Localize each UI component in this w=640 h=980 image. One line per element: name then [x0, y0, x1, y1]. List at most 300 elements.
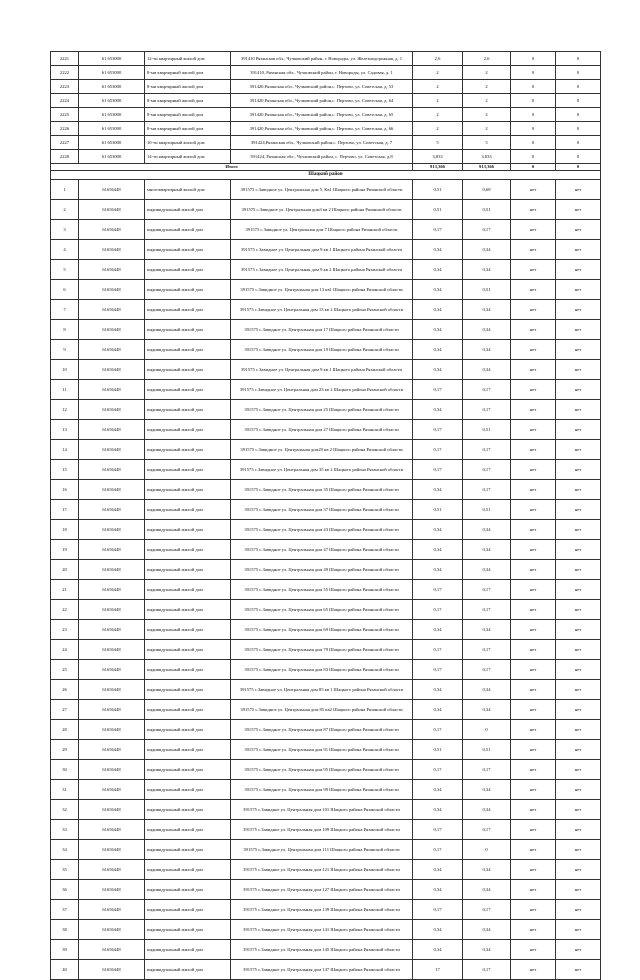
- value-4-cell: нет: [556, 340, 601, 360]
- address-cell: 391575 с.Завидное ул. Центральная дом 101 Шацкого района Рязанской области: [231, 800, 413, 820]
- value-4-cell: нет: [556, 600, 601, 620]
- building-type-cell: индивидуальный жилой дом: [145, 760, 231, 780]
- table-row: [51, 300, 601, 320]
- table-row: [51, 520, 601, 540]
- value-3-cell: нет: [511, 180, 556, 200]
- row-number-cell: 14: [51, 440, 79, 460]
- address-cell: 391575 с.Завидное ул. Центральная дом 139 Шацкого района Рязанской области: [231, 900, 413, 920]
- row-number-cell: 38: [51, 920, 79, 940]
- section-title: Шацкий район: [51, 171, 601, 180]
- value-4-cell: нет: [556, 360, 601, 380]
- address-cell: 391424, Рязанская обл., Чучковский район, с. Пертово, ул. Советская, д.8: [231, 150, 413, 164]
- building-type-cell: индивидуальный жилой дом: [145, 440, 231, 460]
- value-2-cell: 0,17: [463, 220, 511, 240]
- value-4-cell: нет: [556, 520, 601, 540]
- oktmo-code-cell: 61656448: [79, 220, 145, 240]
- value-3-cell: 0: [511, 52, 556, 66]
- row-number-cell: 28: [51, 720, 79, 740]
- value-1-cell: 0,17: [413, 440, 463, 460]
- building-type-cell: индивидуальный жилой дом: [145, 480, 231, 500]
- oktmo-code-cell: 61656448: [79, 540, 145, 560]
- address-cell: 391575 с.Завидное ул. Центральная дом 91 Шацкого района Рязанской области: [231, 740, 413, 760]
- value-3-cell: нет: [511, 780, 556, 800]
- row-number-cell: 23: [51, 620, 79, 640]
- value-1-cell: 0,34: [413, 340, 463, 360]
- value-3-cell: нет: [511, 540, 556, 560]
- value-4-cell: нет: [556, 400, 601, 420]
- value-1-cell: 0,51: [413, 740, 463, 760]
- address-cell: 391575 с.Завидное ул. Центральная дом 23 кв 2 Шацкого района Рязанской области: [231, 380, 413, 400]
- row-number-cell: 17: [51, 500, 79, 520]
- oktmo-code-cell: 61656448: [79, 660, 145, 680]
- building-type-cell: индивидуальный жилой дом: [145, 540, 231, 560]
- oktmo-code-cell: 61656448: [79, 380, 145, 400]
- value-4-cell: нет: [556, 440, 601, 460]
- value-4-cell: нет: [556, 200, 601, 220]
- oktmo-code-cell: 61 653000: [79, 80, 145, 94]
- row-number-cell: 13: [51, 420, 79, 440]
- value-4-cell: 0: [556, 52, 601, 66]
- value-4-cell: нет: [556, 280, 601, 300]
- value-4-cell: нет: [556, 720, 601, 740]
- value-4-cell: нет: [556, 300, 601, 320]
- value-3-cell: нет: [511, 700, 556, 720]
- value-2-cell: 0,34: [463, 300, 511, 320]
- value-1-cell: 0,34: [413, 780, 463, 800]
- value-3-cell: нет: [511, 300, 556, 320]
- value-3-cell: нет: [511, 320, 556, 340]
- table-row: [51, 52, 601, 66]
- building-type-cell: 8-ми квартирный жилой дом: [145, 94, 231, 108]
- address-cell: 391575 с.Завидное ул. Центральная дом 37 Шацкого района Рязанской области: [231, 500, 413, 520]
- oktmo-code-cell: 61656448: [79, 240, 145, 260]
- value-1-cell: 0,34: [413, 320, 463, 340]
- address-cell: 391575 с.Завидное ул. Центральная дом 85 кв2 Шацкого района Рязанской области: [231, 700, 413, 720]
- building-type-cell: индивидуальный жилой дом: [145, 360, 231, 380]
- total-label: Итого: [51, 164, 413, 171]
- row-number-cell: 27: [51, 700, 79, 720]
- value-4-cell: нет: [556, 760, 601, 780]
- row-number-cell: 33: [51, 820, 79, 840]
- value-3-cell: нет: [511, 960, 556, 980]
- table-row: [51, 260, 601, 280]
- address-cell: 391575 с.Завидное ул. Центральная дом 87 Шацкого района Рязанской области: [231, 720, 413, 740]
- row-number-cell: 8: [51, 320, 79, 340]
- document-page: [50, 51, 600, 980]
- value-2-cell: 0,17: [463, 820, 511, 840]
- row-number-cell: 2227: [51, 136, 79, 150]
- building-type-cell: индивидуальный жилой дом: [145, 200, 231, 220]
- oktmo-code-cell: 61656448: [79, 600, 145, 620]
- value-2-cell: 0,17: [463, 580, 511, 600]
- building-type-cell: индивидуальный жилой дом: [145, 740, 231, 760]
- row-number-cell: 2223: [51, 80, 79, 94]
- value-1-cell: 0,34: [413, 560, 463, 580]
- value-1-cell: 0,17: [413, 820, 463, 840]
- value-1-cell: 0,34: [413, 280, 463, 300]
- value-3-cell: 0: [511, 150, 556, 164]
- value-1-cell: 0,34: [413, 360, 463, 380]
- value-4-cell: нет: [556, 640, 601, 660]
- row-number-cell: 2226: [51, 122, 79, 136]
- building-type-cell: индивидуальный жилой дом: [145, 680, 231, 700]
- row-number-cell: 19: [51, 540, 79, 560]
- main-rows: [51, 180, 601, 980]
- building-type-cell: индивидуальный жилой дом: [145, 520, 231, 540]
- value-2-cell: 0,34: [463, 540, 511, 560]
- value-2-cell: 0,34: [463, 340, 511, 360]
- value-2-cell: 0,34: [463, 260, 511, 280]
- value-4-cell: 0: [556, 94, 601, 108]
- table-row: [51, 680, 601, 700]
- address-cell: 391575 с.Завидное ул. Центральная дом 79 Шацкого района Рязанской области: [231, 640, 413, 660]
- value-2-cell: 0,34: [463, 520, 511, 540]
- value-1-cell: 2: [413, 80, 463, 94]
- value-4-cell: нет: [556, 460, 601, 480]
- value-3-cell: 0: [511, 108, 556, 122]
- building-type-cell: индивидуальный жилой дом: [145, 800, 231, 820]
- row-number-cell: 6: [51, 280, 79, 300]
- value-2-cell: 0,34: [463, 620, 511, 640]
- value-1-cell: 0,34: [413, 240, 463, 260]
- address-cell: 391575 с.Завидное ул. Центральная дом 83 Шацкого района Рязанской области: [231, 660, 413, 680]
- address-cell: 391575 с.Завидное ул. Центральная дом 35 кв 2 Шацкого района Рязанской области: [231, 460, 413, 480]
- table-row: [51, 800, 601, 820]
- building-type-cell: 8-ми квартирный жилой дом: [145, 80, 231, 94]
- oktmo-code-cell: 61656448: [79, 720, 145, 740]
- value-3-cell: нет: [511, 720, 556, 740]
- address-cell: 391575 с.Завидное ул. Центральная дом 5, Кв1 Шацкого района Рязанской области: [231, 180, 413, 200]
- table-row: [51, 340, 601, 360]
- value-2-cell: 0,51: [463, 280, 511, 300]
- value-2-cell: 2,6: [463, 52, 511, 66]
- oktmo-code-cell: 61656448: [79, 400, 145, 420]
- table-row: [51, 400, 601, 420]
- value-3-cell: нет: [511, 760, 556, 780]
- value-1-cell: 0,34: [413, 300, 463, 320]
- oktmo-code-cell: 61656448: [79, 520, 145, 540]
- value-2-cell: 0,17: [463, 400, 511, 420]
- oktmo-code-cell: 61 653000: [79, 52, 145, 66]
- value-1-cell: 0,34: [413, 860, 463, 880]
- table-row: [51, 80, 601, 94]
- oktmo-code-cell: 61656448: [79, 940, 145, 960]
- value-2-cell: 0,34: [463, 940, 511, 960]
- building-type-cell: 8-ми квартирный жилой дом: [145, 108, 231, 122]
- value-1-cell: 2,6: [413, 52, 463, 66]
- row-number-cell: 15: [51, 460, 79, 480]
- building-type-cell: 10-ти квартирный жилой дом: [145, 136, 231, 150]
- row-number-cell: 30: [51, 760, 79, 780]
- value-1-cell: 0,34: [413, 700, 463, 720]
- value-2-cell: 0,17: [463, 960, 511, 980]
- row-number-cell: 29: [51, 740, 79, 760]
- address-cell: 391575 с.Завидное ул. Центральная дом 55 Шацкого района Рязанской области: [231, 580, 413, 600]
- value-1-cell: 0,34: [413, 680, 463, 700]
- row-number-cell: 21: [51, 580, 79, 600]
- table-row: [51, 480, 601, 500]
- value-4-cell: нет: [556, 380, 601, 400]
- total-value-4: 0: [556, 164, 601, 171]
- table-row: [51, 720, 601, 740]
- building-type-cell: индивидуальный жилой дом: [145, 900, 231, 920]
- oktmo-code-cell: 61656448: [79, 840, 145, 860]
- row-number-cell: 9: [51, 340, 79, 360]
- oktmo-code-cell: 61656448: [79, 820, 145, 840]
- table-row: [51, 880, 601, 900]
- value-2-cell: 0,34: [463, 780, 511, 800]
- row-number-cell: 24: [51, 640, 79, 660]
- value-4-cell: нет: [556, 180, 601, 200]
- housing-table: [50, 51, 601, 980]
- building-type-cell: индивидуальный жилой дом: [145, 880, 231, 900]
- value-4-cell: нет: [556, 900, 601, 920]
- row-number-cell: 10: [51, 360, 79, 380]
- value-2-cell: 2: [463, 80, 511, 94]
- oktmo-code-cell: 61656448: [79, 700, 145, 720]
- row-number-cell: 11: [51, 380, 79, 400]
- building-type-cell: многоквартирный жилой дом: [145, 180, 231, 200]
- section-row: [51, 171, 601, 180]
- oktmo-code-cell: 61 653000: [79, 66, 145, 80]
- top-rows: [51, 52, 601, 164]
- value-1-cell: 0,34: [413, 540, 463, 560]
- table-row: [51, 94, 601, 108]
- address-cell: 391575 с.Завидное ул. Центральная дом3 кв 2 Шацкого района Рязанской области: [231, 200, 413, 220]
- table-row: [51, 220, 601, 240]
- address-cell: 391575 с.Завидное ул. Центральная дом 13 кв1 Шацкого района Рязанской области: [231, 280, 413, 300]
- table-row: [51, 560, 601, 580]
- value-3-cell: нет: [511, 820, 556, 840]
- building-type-cell: индивидуальный жилой дом: [145, 220, 231, 240]
- value-3-cell: нет: [511, 620, 556, 640]
- value-3-cell: 0: [511, 122, 556, 136]
- value-1-cell: 17: [413, 960, 463, 980]
- value-4-cell: нет: [556, 880, 601, 900]
- value-3-cell: нет: [511, 400, 556, 420]
- value-3-cell: нет: [511, 480, 556, 500]
- value-4-cell: нет: [556, 500, 601, 520]
- total-value-2: 913,366: [463, 164, 511, 171]
- oktmo-code-cell: 61656448: [79, 200, 145, 220]
- value-4-cell: нет: [556, 840, 601, 860]
- row-number-cell: 2224: [51, 94, 79, 108]
- address-cell: 391575 с.Завидное ул. Центральная дом 121 Шацкого района Рязанской области: [231, 860, 413, 880]
- address-cell: 391575 с.Завидное ул. Центральная дом 145 Шацкого района Рязанской области: [231, 940, 413, 960]
- oktmo-code-cell: 61656448: [79, 760, 145, 780]
- value-1-cell: 2: [413, 108, 463, 122]
- building-type-cell: индивидуальный жилой дом: [145, 720, 231, 740]
- building-type-cell: 12-ти квартирный жилой дом: [145, 52, 231, 66]
- address-cell: 391424,Рязанская обл., Чучковский район,с. Пертово, ул. Советская, д. 7: [231, 136, 413, 150]
- value-4-cell: 0: [556, 80, 601, 94]
- value-3-cell: нет: [511, 740, 556, 760]
- table-row: [51, 136, 601, 150]
- value-4-cell: 0: [556, 66, 601, 80]
- oktmo-code-cell: 61656448: [79, 460, 145, 480]
- address-cell: 391575 с.Завидное ул. Центральная дом 19 Шацкого района Рязанской области: [231, 340, 413, 360]
- value-1-cell: 0,17: [413, 660, 463, 680]
- row-number-cell: 2222: [51, 66, 79, 80]
- table-row: [51, 122, 601, 136]
- oktmo-code-cell: 61656448: [79, 620, 145, 640]
- oktmo-code-cell: 61656448: [79, 260, 145, 280]
- oktmo-code-cell: 61656448: [79, 800, 145, 820]
- oktmo-code-cell: 61656448: [79, 340, 145, 360]
- value-4-cell: нет: [556, 560, 601, 580]
- row-number-cell: 2221: [51, 52, 79, 66]
- address-cell: 391575 с.Завидное ул. Центральная дом 109 Шацкого района Рязанской области: [231, 820, 413, 840]
- row-number-cell: 20: [51, 560, 79, 580]
- row-number-cell: 32: [51, 800, 79, 820]
- oktmo-code-cell: 61656448: [79, 500, 145, 520]
- building-type-cell: индивидуальный жилой дом: [145, 920, 231, 940]
- total-row: [51, 164, 601, 171]
- value-2-cell: 0,34: [463, 320, 511, 340]
- table-row: [51, 150, 601, 164]
- value-2-cell: 0,17: [463, 380, 511, 400]
- building-type-cell: индивидуальный жилой дом: [145, 960, 231, 980]
- value-3-cell: нет: [511, 380, 556, 400]
- value-3-cell: 0: [511, 136, 556, 150]
- value-3-cell: нет: [511, 940, 556, 960]
- oktmo-code-cell: 61656448: [79, 440, 145, 460]
- row-number-cell: 26: [51, 680, 79, 700]
- table-row: [51, 440, 601, 460]
- value-4-cell: нет: [556, 800, 601, 820]
- value-3-cell: нет: [511, 920, 556, 940]
- oktmo-code-cell: 61656448: [79, 560, 145, 580]
- address-cell: 391575 с.Завидное ул. Центральная дом 9 кв 1 Шацкого района Рязанской области: [231, 360, 413, 380]
- value-1-cell: 0,51: [413, 200, 463, 220]
- building-type-cell: индивидуальный жилой дом: [145, 560, 231, 580]
- value-3-cell: нет: [511, 500, 556, 520]
- building-type-cell: индивидуальный жилой дом: [145, 320, 231, 340]
- row-number-cell: 35: [51, 860, 79, 880]
- building-type-cell: индивидуальный жилой дом: [145, 660, 231, 680]
- row-number-cell: 4: [51, 240, 79, 260]
- table-row: [51, 280, 601, 300]
- value-2-cell: 3,833: [463, 150, 511, 164]
- value-1-cell: 0,34: [413, 620, 463, 640]
- value-2-cell: 0,68: [463, 180, 511, 200]
- value-1-cell: 0,17: [413, 220, 463, 240]
- value-2-cell: 0,34: [463, 880, 511, 900]
- oktmo-code-cell: 61656448: [79, 180, 145, 200]
- row-number-cell: 1: [51, 180, 79, 200]
- address-cell: 391575 с.Завидное ул. Центральная дом 85 кв 1 Шацкого района Рязанской области: [231, 680, 413, 700]
- address-cell: 391410 Рязанская обл., Чучковский район, г. Новороды, ул. Железнодорожная, д. 1: [231, 52, 413, 66]
- value-1-cell: 5: [413, 136, 463, 150]
- row-number-cell: 5: [51, 260, 79, 280]
- address-cell: 391575 с.Завидное ул. Центральная дом 9 кв 1 Шацкого района Рязанской области: [231, 240, 413, 260]
- value-4-cell: нет: [556, 260, 601, 280]
- address-cell: 391575 с.Завидное ул. Центральная дом 47 Шацкого района Рязанской области: [231, 540, 413, 560]
- oktmo-code-cell: 61656448: [79, 860, 145, 880]
- table-row: [51, 940, 601, 960]
- address-cell: 391575 с.Завидное ул. Центральная дом 9 кв 2 Шацкого района Рязанской области: [231, 260, 413, 280]
- value-4-cell: 0: [556, 122, 601, 136]
- oktmo-code-cell: 61656448: [79, 740, 145, 760]
- table-row: [51, 740, 601, 760]
- value-4-cell: нет: [556, 780, 601, 800]
- value-2-cell: 0,51: [463, 420, 511, 440]
- value-3-cell: нет: [511, 200, 556, 220]
- value-2-cell: 0,34: [463, 680, 511, 700]
- value-2-cell: 0,17: [463, 900, 511, 920]
- row-number-cell: 37: [51, 900, 79, 920]
- row-number-cell: 2228: [51, 150, 79, 164]
- value-4-cell: нет: [556, 320, 601, 340]
- value-1-cell: 0,34: [413, 880, 463, 900]
- value-1-cell: 2: [413, 94, 463, 108]
- value-1-cell: 0,17: [413, 900, 463, 920]
- value-3-cell: нет: [511, 420, 556, 440]
- row-number-cell: 36: [51, 880, 79, 900]
- row-number-cell: 22: [51, 600, 79, 620]
- value-3-cell: нет: [511, 600, 556, 620]
- building-type-cell: 8-ми квартирный жилой дом: [145, 66, 231, 80]
- value-2-cell: 0: [463, 840, 511, 860]
- value-2-cell: 0,17: [463, 440, 511, 460]
- row-number-cell: 12: [51, 400, 79, 420]
- value-3-cell: нет: [511, 280, 556, 300]
- value-3-cell: нет: [511, 520, 556, 540]
- oktmo-code-cell: 61 653000: [79, 150, 145, 164]
- value-3-cell: нет: [511, 900, 556, 920]
- value-4-cell: нет: [556, 940, 601, 960]
- building-type-cell: индивидуальный жилой дом: [145, 600, 231, 620]
- oktmo-code-cell: 61656448: [79, 360, 145, 380]
- row-number-cell: 2225: [51, 108, 79, 122]
- value-4-cell: нет: [556, 660, 601, 680]
- value-4-cell: нет: [556, 620, 601, 640]
- value-1-cell: 0,34: [413, 800, 463, 820]
- value-2-cell: 0,51: [463, 500, 511, 520]
- value-1-cell: 0,17: [413, 420, 463, 440]
- value-4-cell: 0: [556, 150, 601, 164]
- building-type-cell: индивидуальный жилой дом: [145, 340, 231, 360]
- total-section: [51, 164, 601, 180]
- value-4-cell: 0: [556, 108, 601, 122]
- value-4-cell: нет: [556, 220, 601, 240]
- value-4-cell: нет: [556, 920, 601, 940]
- address-cell: 391575 с.Завидное ул. Центральная дом 65 Шацкого района Рязанской области: [231, 600, 413, 620]
- address-cell: 391575 с.Завидное ул. Центральная дом 27 Шацкого района Рязанской области: [231, 420, 413, 440]
- value-3-cell: нет: [511, 800, 556, 820]
- table-row: [51, 540, 601, 560]
- value-4-cell: нет: [556, 580, 601, 600]
- oktmo-code-cell: 61656448: [79, 960, 145, 980]
- value-2-cell: 5: [463, 136, 511, 150]
- row-number-cell: 31: [51, 780, 79, 800]
- address-cell: 391575 с.Завидное ул. Центральная дом 25 Шацкого района Рязанской области: [231, 400, 413, 420]
- value-1-cell: 0,17: [413, 460, 463, 480]
- value-4-cell: нет: [556, 820, 601, 840]
- value-2-cell: 0,34: [463, 860, 511, 880]
- address-cell: 391575 с.Завидное ул. Центральная дом 127 Шацкого района Рязанской области: [231, 880, 413, 900]
- address-cell: 391575 с.Завидное ул. Центральная дом 111 Шацкого района Рязанской области: [231, 840, 413, 860]
- value-3-cell: нет: [511, 220, 556, 240]
- address-cell: 391575 с.Завидное ул. Центральная дом29 кв 2 Шацкого района Рязанской области: [231, 440, 413, 460]
- value-3-cell: 0: [511, 80, 556, 94]
- address-cell: 391575 с.Завидное ул. Центральная дом 95 Шацкого района Рязанской области: [231, 760, 413, 780]
- value-2-cell: 0,34: [463, 560, 511, 580]
- value-3-cell: нет: [511, 860, 556, 880]
- table-row: [51, 108, 601, 122]
- address-cell: 391575 с.Завидное ул. Центральная дом 7 Шацкого района Рязанской области: [231, 220, 413, 240]
- value-1-cell: 0,34: [413, 480, 463, 500]
